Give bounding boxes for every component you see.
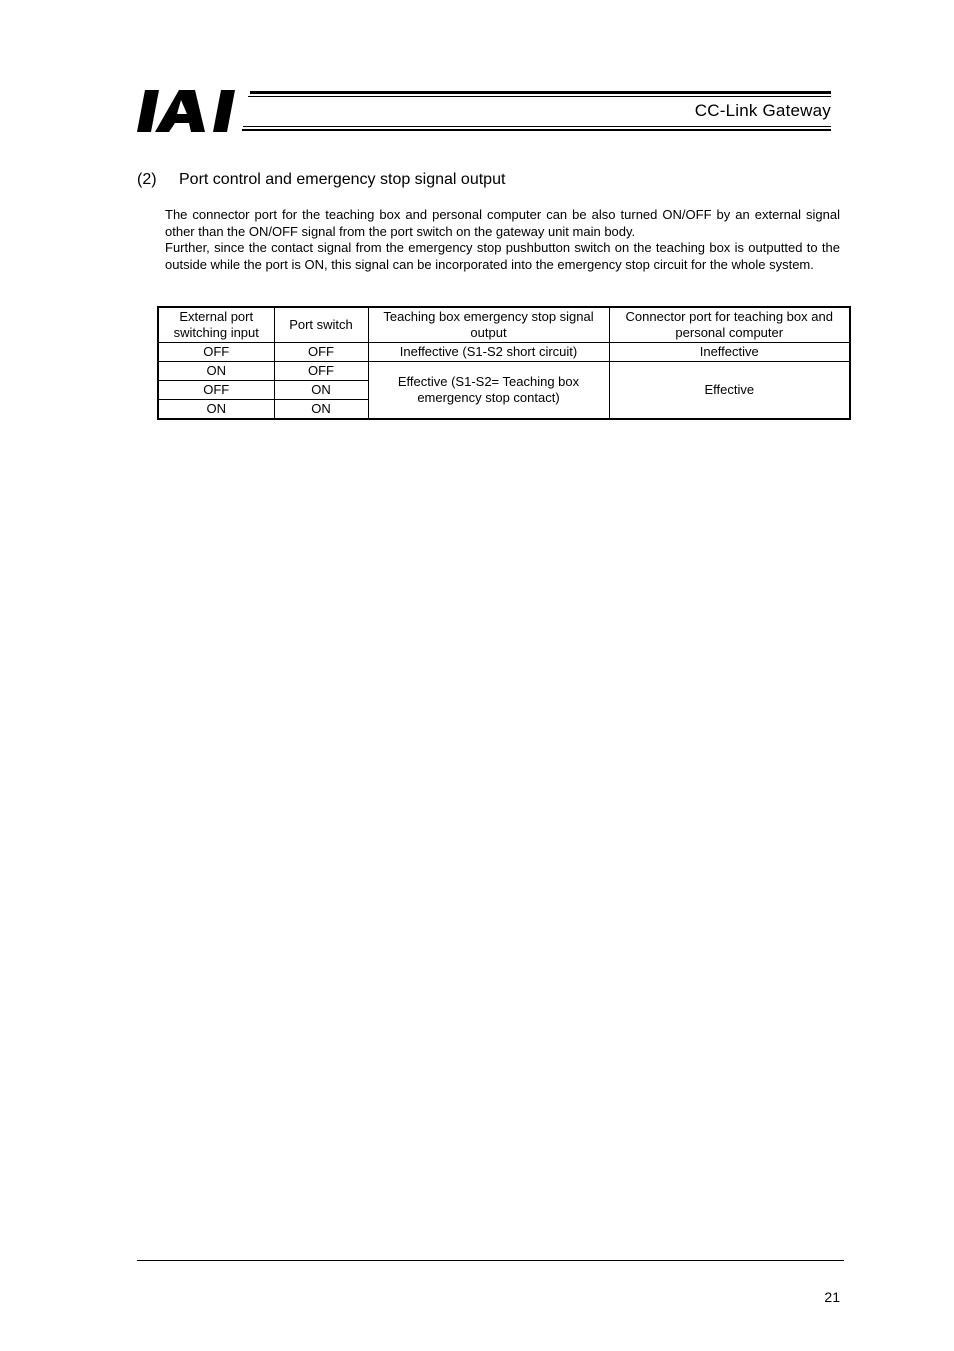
table-cell: OFF — [158, 381, 274, 400]
table-header-row — [158, 307, 850, 343]
paragraph: The connector port for the teaching box and personal computer can be also turned ON/OFF by an external signal other than the ON/OFF signal from the port switch on the gateway unit main body. — [165, 207, 840, 239]
table-cell: ON — [274, 381, 368, 400]
header-rule — [250, 91, 831, 94]
section-number: (2) — [137, 171, 157, 188]
table-cell: Ineffective (S1-S2 short circuit) — [368, 343, 609, 362]
header-rule — [242, 129, 831, 131]
footer-rule — [137, 1260, 844, 1261]
port-control-table — [157, 306, 851, 420]
table-cell: Effective — [609, 362, 850, 420]
table-cell: OFF — [274, 362, 368, 381]
section-title: Port control and emergency stop signal output — [179, 171, 506, 188]
doc-title: CC-Link Gateway — [694, 101, 831, 120]
table-cell: Ineffective — [609, 343, 850, 362]
table-header-cell: External port switching input — [158, 307, 274, 343]
table-cell: ON — [158, 400, 274, 420]
table-header-cell: Connector port for teaching box and personal computer — [609, 307, 850, 343]
table-cell: ON — [274, 400, 368, 420]
section-heading — [137, 171, 505, 189]
table-cell: Effective (S1-S2= Teaching box emergency stop contact) — [368, 362, 609, 420]
table-cell: OFF — [274, 343, 368, 362]
paragraph: Further, since the contact signal from the emergency stop pushbutton switch on the teaching box is outputted to the outside while the port is ON, this signal can be incorporated into the emergency stop circuit for the whole system. — [165, 240, 840, 272]
table-cell: ON — [158, 362, 274, 381]
table-row — [158, 362, 850, 381]
page-number: 21 — [824, 1289, 840, 1305]
header-rule — [248, 96, 831, 97]
table-header-cell: Port switch — [274, 307, 368, 343]
header-rule — [243, 126, 831, 127]
iai-logo — [137, 90, 243, 132]
table-row — [158, 343, 850, 362]
table-cell: OFF — [158, 343, 274, 362]
table-header-cell: Teaching box emergency stop signal output — [368, 307, 609, 343]
